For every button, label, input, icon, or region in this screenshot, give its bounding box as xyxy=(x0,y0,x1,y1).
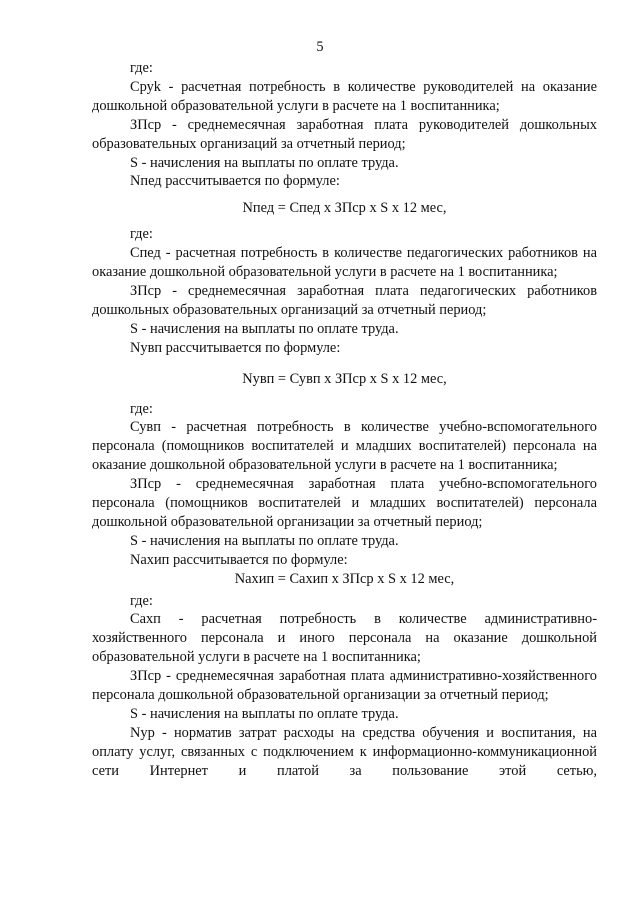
paragraph-formula-intro: Nахип рассчитывается по формуле: xyxy=(130,551,348,568)
paragraph-definition: ЗПср - среднемесячная заработная плата руководителей дошкольных образовательных организаций за отчетный период; xyxy=(92,116,597,152)
paragraph-definition: Сахп - расчетная потребность в количестве административно-хозяйственного персонала и иного персонала на оказание дошкольной образовательной услуги в расчете на 1 воспитанника; xyxy=(92,611,597,666)
paragraph-definition: ЗПср - среднемесячная заработная плата учебно-вспомогательного персонала (помощников воспитателей и младших воспитателей) персонала дошкольной образовательной организации за отчетный период; xyxy=(92,476,597,530)
paragraph-where: где: xyxy=(130,226,153,243)
paragraph-where: где: xyxy=(130,60,153,76)
paragraph-where: где: xyxy=(130,592,153,609)
paragraph-definition: S - начисления на выплаты по оплате труда. xyxy=(130,706,399,722)
document-body xyxy=(92,59,597,781)
paragraph-definition: ЗПср - среднемесячная заработная плата педагогических работников дошкольных образовательных организаций за отчетный период; xyxy=(92,282,597,318)
formula: Nпед = Спед х ЗПср х S х 12 мес, xyxy=(242,200,447,217)
paragraph-definition: S - начисления на выплаты по оплате труда. xyxy=(130,154,399,171)
formula: Nахип = Сахип х ЗПср х S х 12 мес, xyxy=(234,570,455,587)
paragraph-definition: Сруk - расчетная потребность в количестве руководителей на оказание дошкольной образовательной услуги в расчете на 1 воспитанника; xyxy=(92,78,597,114)
paragraph-definition: Спед - расчетная потребность в количестве педагогических работников на оказание дошкольной образовательной услуги в расчете на 1 воспитанника; xyxy=(92,245,597,281)
paragraph-definition: Nур - норматив затрат расходы на средства обучения и воспитания, на оплату услуг, связанных с подключением к информационно-коммуникационной сети Интернет и платой за пользование этой сетью, xyxy=(92,724,597,779)
paragraph-definition: ЗПср - среднемесячная заработная плата административно-хозяйственного персонала дошкольной образовательной организации за отчетный период; xyxy=(92,668,597,704)
paragraph-formula-intro: Nувп рассчитывается по формуле: xyxy=(130,339,341,356)
paragraph-definition: S - начисления на выплаты по оплате труда. xyxy=(130,320,399,337)
paragraph-where: где: xyxy=(130,400,153,417)
formula: Nувп = Сувп х ЗПср х S х 12 мес, xyxy=(242,370,447,387)
page-number: 5 xyxy=(316,39,324,55)
paragraph-formula-intro: Nпед рассчитывается по формуле: xyxy=(130,173,340,190)
paragraph-definition: Сувп - расчетная потребность в количестве учебно-вспомогательного персонала (помощников воспитателей и младших воспитателей) персонала на оказание дошкольной образовательной услуги в расчете на 1 воспитанника; xyxy=(92,419,597,474)
paragraph-definition: S - начисления на выплаты по оплате труда. xyxy=(130,532,399,549)
